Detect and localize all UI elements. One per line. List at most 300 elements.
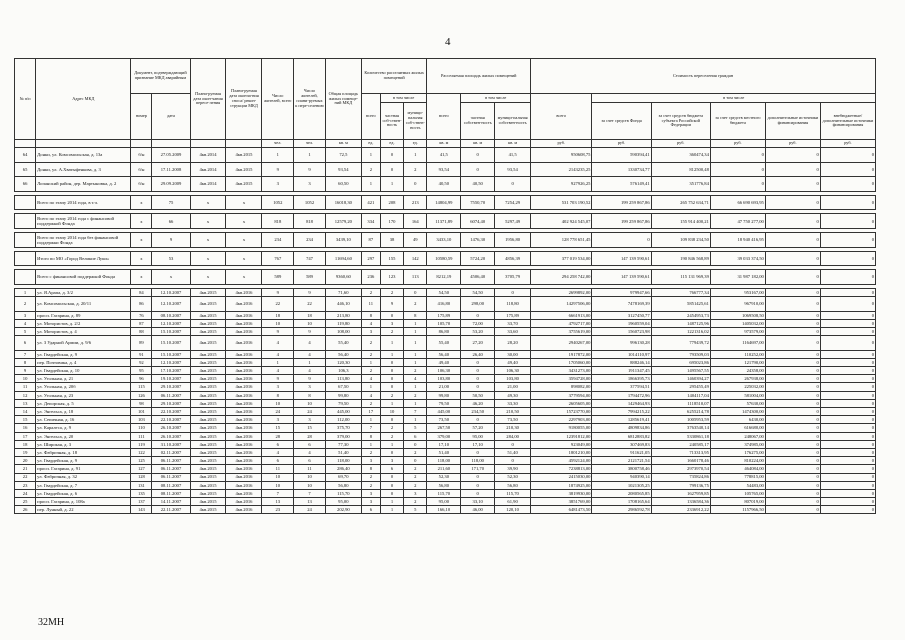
table-row bbox=[15, 177, 876, 192]
cell-v3: 6255214,78 bbox=[651, 408, 710, 416]
cell-c3: 2 bbox=[404, 481, 427, 489]
cell-a: ул. Широкая, д. 3 bbox=[36, 440, 131, 448]
cell-dn: 101 bbox=[131, 408, 152, 416]
cell-v1: 531 703 190,52 bbox=[531, 195, 592, 210]
cell-pr: 4кв.2015 bbox=[190, 416, 226, 424]
unit-rub: руб. bbox=[592, 140, 651, 148]
table-row bbox=[15, 391, 876, 399]
cell-s1: 8212,19 bbox=[427, 270, 461, 285]
cell-ar: 51,40 bbox=[325, 448, 361, 456]
cell-v2: 147 139 590,61 bbox=[592, 270, 651, 285]
cell-r2: 10 bbox=[294, 399, 326, 407]
cell-s2: 0 bbox=[461, 473, 495, 481]
cell-r2: 4 bbox=[294, 336, 326, 351]
cell-s1: 93,54 bbox=[427, 162, 461, 177]
cell-pd: 4кв.2016 bbox=[226, 498, 262, 506]
cell-n: 9 bbox=[15, 367, 36, 375]
cell-r1: 1 bbox=[262, 358, 294, 366]
cell-pr: 4кв.2015 bbox=[190, 473, 226, 481]
cell-v4: 6430,00 bbox=[710, 416, 765, 424]
cell-c2: 0 bbox=[380, 375, 403, 383]
cell-v1: 1801210,00 bbox=[531, 448, 592, 456]
table-row bbox=[15, 498, 876, 506]
cell-s3: 33,60 bbox=[495, 327, 531, 335]
cell-dn: 95 bbox=[131, 367, 152, 375]
cell-r1: 6 bbox=[262, 457, 294, 465]
cell-ar: 202,90 bbox=[325, 506, 361, 514]
cell-r2: 13 bbox=[294, 498, 326, 506]
cell-pd: 4кв.2016 bbox=[226, 391, 262, 399]
cell-v1: 2415030,00 bbox=[531, 473, 592, 481]
cell-v2: 7994215,22 bbox=[592, 408, 651, 416]
cell-r2: 6 bbox=[294, 457, 326, 465]
cell-v5: 0 bbox=[765, 358, 820, 366]
cell-n: 25 bbox=[15, 498, 36, 506]
cell-r1: 3 bbox=[262, 177, 294, 192]
cell-pd: 4кв.2016 bbox=[226, 296, 262, 311]
cell-n: 7 bbox=[15, 350, 36, 358]
cell-s3: 5297,49 bbox=[495, 214, 531, 229]
cell-dn: 125 bbox=[131, 457, 152, 465]
cell-s1: 103,80 bbox=[427, 375, 461, 383]
cell-r1: 24 bbox=[262, 408, 294, 416]
cell-v6: 0 bbox=[820, 498, 875, 506]
cell-r2: 10 bbox=[294, 481, 326, 489]
cell-v3: 793509,03 bbox=[651, 350, 710, 358]
cell-r2: 9 bbox=[294, 327, 326, 335]
cell-c3: 5 bbox=[404, 424, 427, 432]
unit-units: ед. bbox=[404, 140, 427, 148]
cell-v4: 1164697,00 bbox=[710, 336, 765, 351]
cell-pr: 4кв.2015 bbox=[190, 481, 226, 489]
unit-sqm: кв. м bbox=[427, 140, 461, 148]
cell-c2: 0 bbox=[380, 358, 403, 366]
table-row bbox=[15, 383, 876, 391]
cell-dd: 06.11.2007 bbox=[152, 391, 190, 399]
cell-s1: 99,80 bbox=[427, 391, 461, 399]
cell-n: 3 bbox=[15, 311, 36, 319]
cell-c2: 208 bbox=[380, 195, 403, 210]
cell-s3: 103,80 bbox=[495, 375, 531, 383]
cell-v3: 1404117,04 bbox=[651, 391, 710, 399]
cell-s2: 0 bbox=[461, 416, 495, 424]
cell-s1: 55,40 bbox=[427, 336, 461, 351]
cell-v4: 0 bbox=[710, 177, 765, 192]
cell-v6: 0 bbox=[820, 358, 875, 366]
cell-v3: 779439,72 bbox=[651, 336, 710, 351]
cell-s3: 39,90 bbox=[495, 465, 531, 473]
header-area-relocated: Расселяемая площадь жилых помещений bbox=[427, 59, 531, 94]
cell-v5: 0 bbox=[765, 424, 820, 432]
cell-pr: 4кв.2015 bbox=[190, 498, 226, 506]
cell-ar: 95,00 bbox=[325, 498, 361, 506]
cell-n: 20 bbox=[15, 457, 36, 465]
cell-v3: 735824,86 bbox=[651, 473, 710, 481]
header-fund: за счет средств Фонда bbox=[592, 103, 651, 140]
cell-c3: 2 bbox=[404, 391, 427, 399]
cell-v6: 0 bbox=[820, 383, 875, 391]
header-extra-budgetary: внебюджетные/ дополнительные источники финансирования bbox=[820, 103, 875, 140]
cell-r2: 10 bbox=[294, 473, 326, 481]
cell-ar: 3439,10 bbox=[325, 232, 361, 247]
cell-v2: 888246,14 bbox=[592, 358, 651, 366]
cell-r2: 15 bbox=[294, 424, 326, 432]
cell-v1: 923049,00 bbox=[531, 440, 592, 448]
cell-a: ул. Фабричная, д. 32 bbox=[36, 473, 131, 481]
cell-v5: 0 bbox=[765, 319, 820, 327]
cell-pr: 4кв.2015 bbox=[190, 383, 226, 391]
cell-v1: 7238813,00 bbox=[531, 465, 592, 473]
cell-v2: 2080565,85 bbox=[592, 489, 651, 497]
cell-s1: 166,10 bbox=[427, 506, 461, 514]
cell-s1: 17,10 bbox=[427, 440, 461, 448]
cell-dd: 53 bbox=[152, 251, 190, 266]
cell-v6: 0 bbox=[820, 473, 875, 481]
cell-s2: 0 bbox=[461, 367, 495, 375]
cell-s2: 27,20 bbox=[461, 336, 495, 351]
cell-v4: 57630,00 bbox=[710, 399, 765, 407]
cell-c3: 1 bbox=[404, 336, 427, 351]
cell-a: ул. Фабричная, д. 18 bbox=[36, 448, 131, 456]
table-row bbox=[15, 358, 876, 366]
cell-r2: 3 bbox=[294, 416, 326, 424]
cell-c2: 1 bbox=[380, 177, 403, 192]
cell-s3: 0 bbox=[495, 457, 531, 465]
cell-r1: 10 bbox=[262, 319, 294, 327]
cell-c2: 2 bbox=[380, 288, 403, 296]
cell-v2: 1911347,45 bbox=[592, 367, 651, 375]
cell-c1: 2 bbox=[361, 367, 380, 375]
header-rooms-municipal: муници-пальная соб-ствен-ность bbox=[404, 103, 427, 140]
cell-r2: 8 bbox=[294, 391, 326, 399]
cell-r2: 10 bbox=[294, 319, 326, 327]
cell-v4: 24358,00 bbox=[710, 367, 765, 375]
cell-pd: 4кв.2016 bbox=[226, 319, 262, 327]
unit-people: чел. bbox=[262, 140, 294, 148]
cell-v5: 0 bbox=[765, 251, 820, 266]
cell-v4: 66 690 693,95 bbox=[710, 195, 765, 210]
header-rooms-private: частная соб-ствен-ность bbox=[380, 103, 403, 140]
cell-c3: 2 bbox=[404, 465, 427, 473]
cell-pd: 4кв.2016 bbox=[226, 489, 262, 497]
cell-c3: 49 bbox=[404, 232, 427, 247]
cell-v1: 6481473,50 bbox=[531, 506, 592, 514]
cell-v4: 1405032,00 bbox=[710, 319, 765, 327]
cell-v2: 1285619,41 bbox=[592, 416, 651, 424]
cell-ar: 112,00 bbox=[325, 416, 361, 424]
cell-pr: х bbox=[190, 251, 226, 266]
cell-r2: 9 bbox=[294, 162, 326, 177]
cell-c3: 2 bbox=[404, 296, 427, 311]
cell-n bbox=[15, 270, 36, 285]
cell-s1: 79,50 bbox=[427, 399, 461, 407]
cell-dd: 29.10.2007 bbox=[152, 383, 190, 391]
cell-c3: 5 bbox=[404, 506, 427, 514]
cell-pr: 4кв.2014 bbox=[190, 177, 226, 192]
cell-r1: 9 bbox=[262, 162, 294, 177]
cell-a: ул. Мотористов, д. 4 bbox=[36, 327, 131, 335]
cell-v2: 1560723,98 bbox=[592, 327, 651, 335]
cell-c3: 0 bbox=[404, 440, 427, 448]
cell-ar: 99,80 bbox=[325, 391, 361, 399]
cell-c2: 0 bbox=[380, 383, 403, 391]
cell-s1: 10580,59 bbox=[427, 251, 461, 266]
cell-v2: 1330734,77 bbox=[592, 162, 651, 177]
cell-v4: 121790,00 bbox=[710, 358, 765, 366]
cell-n: 26 bbox=[15, 506, 36, 514]
cell-s3: 52,30 bbox=[495, 473, 531, 481]
cell-a: ул. 3 Ударной Армии, д. 9/6 bbox=[36, 336, 131, 351]
header-additional: дополнительные источники финансирования bbox=[765, 103, 820, 140]
cell-r1: 23 bbox=[262, 506, 294, 514]
cell-v3: 2973970,54 bbox=[651, 465, 710, 473]
cell-s1: 445,00 bbox=[427, 408, 461, 416]
cell-r1: 10 bbox=[262, 399, 294, 407]
cell-s3: 0 bbox=[495, 288, 531, 296]
cell-v6: 0 bbox=[820, 336, 875, 351]
cell-a: ул. Энгельса, д. 18 bbox=[36, 408, 131, 416]
cell-c3: 0 bbox=[404, 457, 427, 465]
cell-c1: 1 bbox=[361, 148, 380, 163]
cell-c1: 2 bbox=[361, 473, 380, 481]
cell-v5: 0 bbox=[765, 162, 820, 177]
cell-v1: 9180055,00 bbox=[531, 424, 592, 432]
table-row bbox=[15, 481, 876, 489]
cell-v5: 0 bbox=[765, 432, 820, 440]
cell-s3: 118,80 bbox=[495, 296, 531, 311]
cell-c1: 3 bbox=[361, 489, 380, 497]
cell-n: 15 bbox=[15, 416, 36, 424]
cell-c1: 3 bbox=[361, 457, 380, 465]
cell-s1: 54,50 bbox=[427, 288, 461, 296]
cell-pr: 4кв.2015 bbox=[190, 296, 226, 311]
cell-v2: 1014110,97 bbox=[592, 350, 651, 358]
cell-s1: 40,50 bbox=[427, 177, 461, 192]
cell-pd: х bbox=[226, 251, 262, 266]
cell-pd: 4кв.2015 bbox=[226, 162, 262, 177]
cell-c2: 170 bbox=[380, 214, 403, 229]
cell-dd: 19.10.2007 bbox=[152, 375, 190, 383]
cell-r2: 4 bbox=[294, 448, 326, 456]
cell-s2: 0 bbox=[461, 375, 495, 383]
cell-v5: 0 bbox=[765, 465, 820, 473]
cell-s1: 106,30 bbox=[427, 367, 461, 375]
cell-r1: 818 bbox=[262, 214, 294, 229]
cell-pr: 4кв.2014 bbox=[190, 148, 226, 163]
cell-s3: 284,00 bbox=[495, 432, 531, 440]
cell-pr: х bbox=[190, 214, 226, 229]
cell-s3: 61,90 bbox=[495, 498, 531, 506]
cell-s1: 56,40 bbox=[427, 350, 461, 358]
cell-r2: 1 bbox=[294, 358, 326, 366]
cell-s2: 118,00 bbox=[461, 457, 495, 465]
cell-v5: 0 bbox=[765, 296, 820, 311]
cell-r2: 9 bbox=[294, 375, 326, 383]
cell-v1: 1917872,00 bbox=[531, 350, 592, 358]
cell-c1: 297 bbox=[361, 251, 380, 266]
cell-v5: 0 bbox=[765, 448, 820, 456]
cell-pd: 4кв.2016 bbox=[226, 416, 262, 424]
cell-dd: 06.11.2007 bbox=[152, 457, 190, 465]
cell-n: 64 bbox=[15, 148, 36, 163]
cell-s1: 379,00 bbox=[427, 432, 461, 440]
cell-v5: 0 bbox=[765, 336, 820, 351]
cell-v1: 3755619,00 bbox=[531, 327, 592, 335]
cell-ar: 446,10 bbox=[325, 296, 361, 311]
cell-v6: 0 bbox=[820, 148, 875, 163]
cell-s3: 28,20 bbox=[495, 336, 531, 351]
cell-c2: 0 bbox=[380, 311, 403, 319]
cell-c1: 8 bbox=[361, 465, 380, 473]
cell-v4: 248067,00 bbox=[710, 432, 765, 440]
cell-dd: 12.10.2007 bbox=[152, 296, 190, 311]
cell-v2: 576149,41 bbox=[592, 177, 651, 192]
cell-v4: 807019,00 bbox=[710, 498, 765, 506]
cell-c3: 164 bbox=[404, 214, 427, 229]
cell-r1: 8 bbox=[262, 391, 294, 399]
table-row bbox=[15, 489, 876, 497]
cell-s3: 106,30 bbox=[495, 367, 531, 375]
cell-c3: 0 bbox=[404, 288, 427, 296]
cell-s3: 1956,80 bbox=[495, 232, 531, 247]
cell-pd: х bbox=[226, 232, 262, 247]
cell-pd: 4кв.2016 bbox=[226, 408, 262, 416]
cell-v1: 3594728,00 bbox=[531, 375, 592, 383]
cell-c1: 3 bbox=[361, 498, 380, 506]
cell-s3: 41,5 bbox=[495, 148, 531, 163]
cell-v3: 155 914 400,21 bbox=[651, 214, 710, 229]
cell-s1: 115,70 bbox=[427, 489, 461, 497]
cell-s2: 54,50 bbox=[461, 288, 495, 296]
cell-v2: 147 139 590,61 bbox=[592, 251, 651, 266]
cell-r1: 22 bbox=[262, 296, 294, 311]
cell-v3: 2454953,73 bbox=[651, 311, 710, 319]
cell-s1: 95,00 bbox=[427, 498, 461, 506]
cell-r1: 4 bbox=[262, 448, 294, 456]
cell-ar: 55,40 bbox=[325, 336, 361, 351]
cell-v6: 0 bbox=[820, 350, 875, 358]
cell-r1: 589 bbox=[262, 270, 294, 285]
cell-v5: 0 bbox=[765, 177, 820, 192]
cell-ar: 56,40 bbox=[325, 350, 361, 358]
cell-r2: 11 bbox=[294, 465, 326, 473]
cell-c1: 2 bbox=[361, 350, 380, 358]
unit-units: ед. bbox=[380, 140, 403, 148]
cell-ar: 118,00 bbox=[325, 457, 361, 465]
header-document: Документ, подтверждающий признание МКД аварийным bbox=[131, 59, 190, 94]
cell-s3: 30,00 bbox=[495, 350, 531, 358]
cell-s1: 51,40 bbox=[427, 448, 461, 456]
cell-ar: 379,00 bbox=[325, 432, 361, 440]
cell-s2: 0 bbox=[461, 358, 495, 366]
cell-ar: 11694,60 bbox=[325, 251, 361, 266]
cell-r2: 28 bbox=[294, 432, 326, 440]
cell-c2: 155 bbox=[380, 251, 403, 266]
table-row bbox=[15, 448, 876, 456]
header-subject-budget: за счет средств бюджета субъекта Российской Федерации bbox=[651, 103, 710, 140]
cell-c1: 7 bbox=[361, 424, 380, 432]
cell-r1: 1052 bbox=[262, 195, 294, 210]
cell-c1: 2 bbox=[361, 336, 380, 351]
cell-v3: 1005953,59 bbox=[651, 416, 710, 424]
cell-dn: 92 bbox=[131, 358, 152, 366]
cell-v3: 766777,34 bbox=[651, 288, 710, 296]
cell-dn: 143 bbox=[131, 506, 152, 514]
cell-s1: 73,50 bbox=[427, 416, 461, 424]
cell-c2: 123 bbox=[380, 270, 403, 285]
cell-s1: 14804,99 bbox=[427, 195, 461, 210]
cell-v1: 3779594,00 bbox=[531, 391, 592, 399]
cell-dd: 9 bbox=[152, 232, 190, 247]
header-doc-date: дата bbox=[152, 94, 190, 140]
cell-c1: 17 bbox=[361, 408, 380, 416]
cell-pd: 4кв.2016 bbox=[226, 424, 262, 432]
cell-pr: 4кв.2015 bbox=[190, 375, 226, 383]
cell-s2: 0 bbox=[461, 311, 495, 319]
cell-r2: 4 bbox=[294, 367, 326, 375]
cell-r2: 7 bbox=[294, 489, 326, 497]
cell-c2: 0 bbox=[380, 367, 403, 375]
cell-dn: б/н bbox=[131, 162, 152, 177]
cell-s3: 33,30 bbox=[495, 399, 531, 407]
cell-v4: 1474300,00 bbox=[710, 408, 765, 416]
cell-pr: 4кв.2015 bbox=[190, 311, 226, 319]
cell-ar: 286,40 bbox=[325, 465, 361, 473]
cell-ar: 72,5 bbox=[325, 148, 361, 163]
table-row bbox=[15, 288, 876, 296]
cell-a: Донки, ул. А.Хватыфенкова, д. 3 bbox=[36, 162, 131, 177]
cell-v1: 950608,75 bbox=[531, 148, 592, 163]
cell-a: пер. Почтовика, д. 4 bbox=[36, 358, 131, 366]
cell-dd: 66 bbox=[152, 214, 190, 229]
cell-v2: 1708165,64 bbox=[592, 498, 651, 506]
table-row bbox=[15, 367, 876, 375]
cell-ar: 93,54 bbox=[325, 162, 361, 177]
cell-v3: 1460394,27 bbox=[651, 375, 710, 383]
cell-ar: 106,3 bbox=[325, 367, 361, 375]
cell-a: ул. Комсомольская, д. 20/11 bbox=[36, 296, 131, 311]
cell-dd: 08.11.2007 bbox=[152, 481, 190, 489]
cell-r1: 234 bbox=[262, 232, 294, 247]
cell-v3: 5851425,61 bbox=[651, 296, 710, 311]
cell-c3: 1 bbox=[404, 350, 427, 358]
cell-a: ул. Гвардейская, д. 10 bbox=[36, 367, 131, 375]
cell-c1: 1 bbox=[361, 383, 380, 391]
cell-v5: 0 bbox=[765, 481, 820, 489]
cell-a: просп. Гагарина, д. 89 bbox=[36, 311, 131, 319]
footer-code: 32МН bbox=[38, 617, 65, 628]
cell-s3: 210,30 bbox=[495, 424, 531, 432]
cell-v5: 0 bbox=[765, 457, 820, 465]
table-row bbox=[15, 424, 876, 432]
cell-dd: 22.10.2007 bbox=[152, 416, 190, 424]
cell-n: 14 bbox=[15, 408, 36, 416]
cell-v6: 0 bbox=[820, 448, 875, 456]
cell-v6: 0 bbox=[820, 288, 875, 296]
cell-pr: 4кв.2015 bbox=[190, 465, 226, 473]
cell-c3: 3 bbox=[404, 489, 427, 497]
header-cost-incl: в том числе bbox=[592, 94, 876, 103]
cell-v6: 0 bbox=[820, 195, 875, 210]
cell-v6: 0 bbox=[820, 296, 875, 311]
cell-v1: 2940267,00 bbox=[531, 336, 592, 351]
cell-v1: 15723770,00 bbox=[531, 408, 592, 416]
cell-v4: 31 987 182,00 bbox=[710, 270, 765, 285]
cell-v3: 5330861,18 bbox=[651, 432, 710, 440]
cell-r1: 11 bbox=[262, 465, 294, 473]
cell-c3: 2 bbox=[404, 498, 427, 506]
cell-v4: 176275,00 bbox=[710, 448, 765, 456]
